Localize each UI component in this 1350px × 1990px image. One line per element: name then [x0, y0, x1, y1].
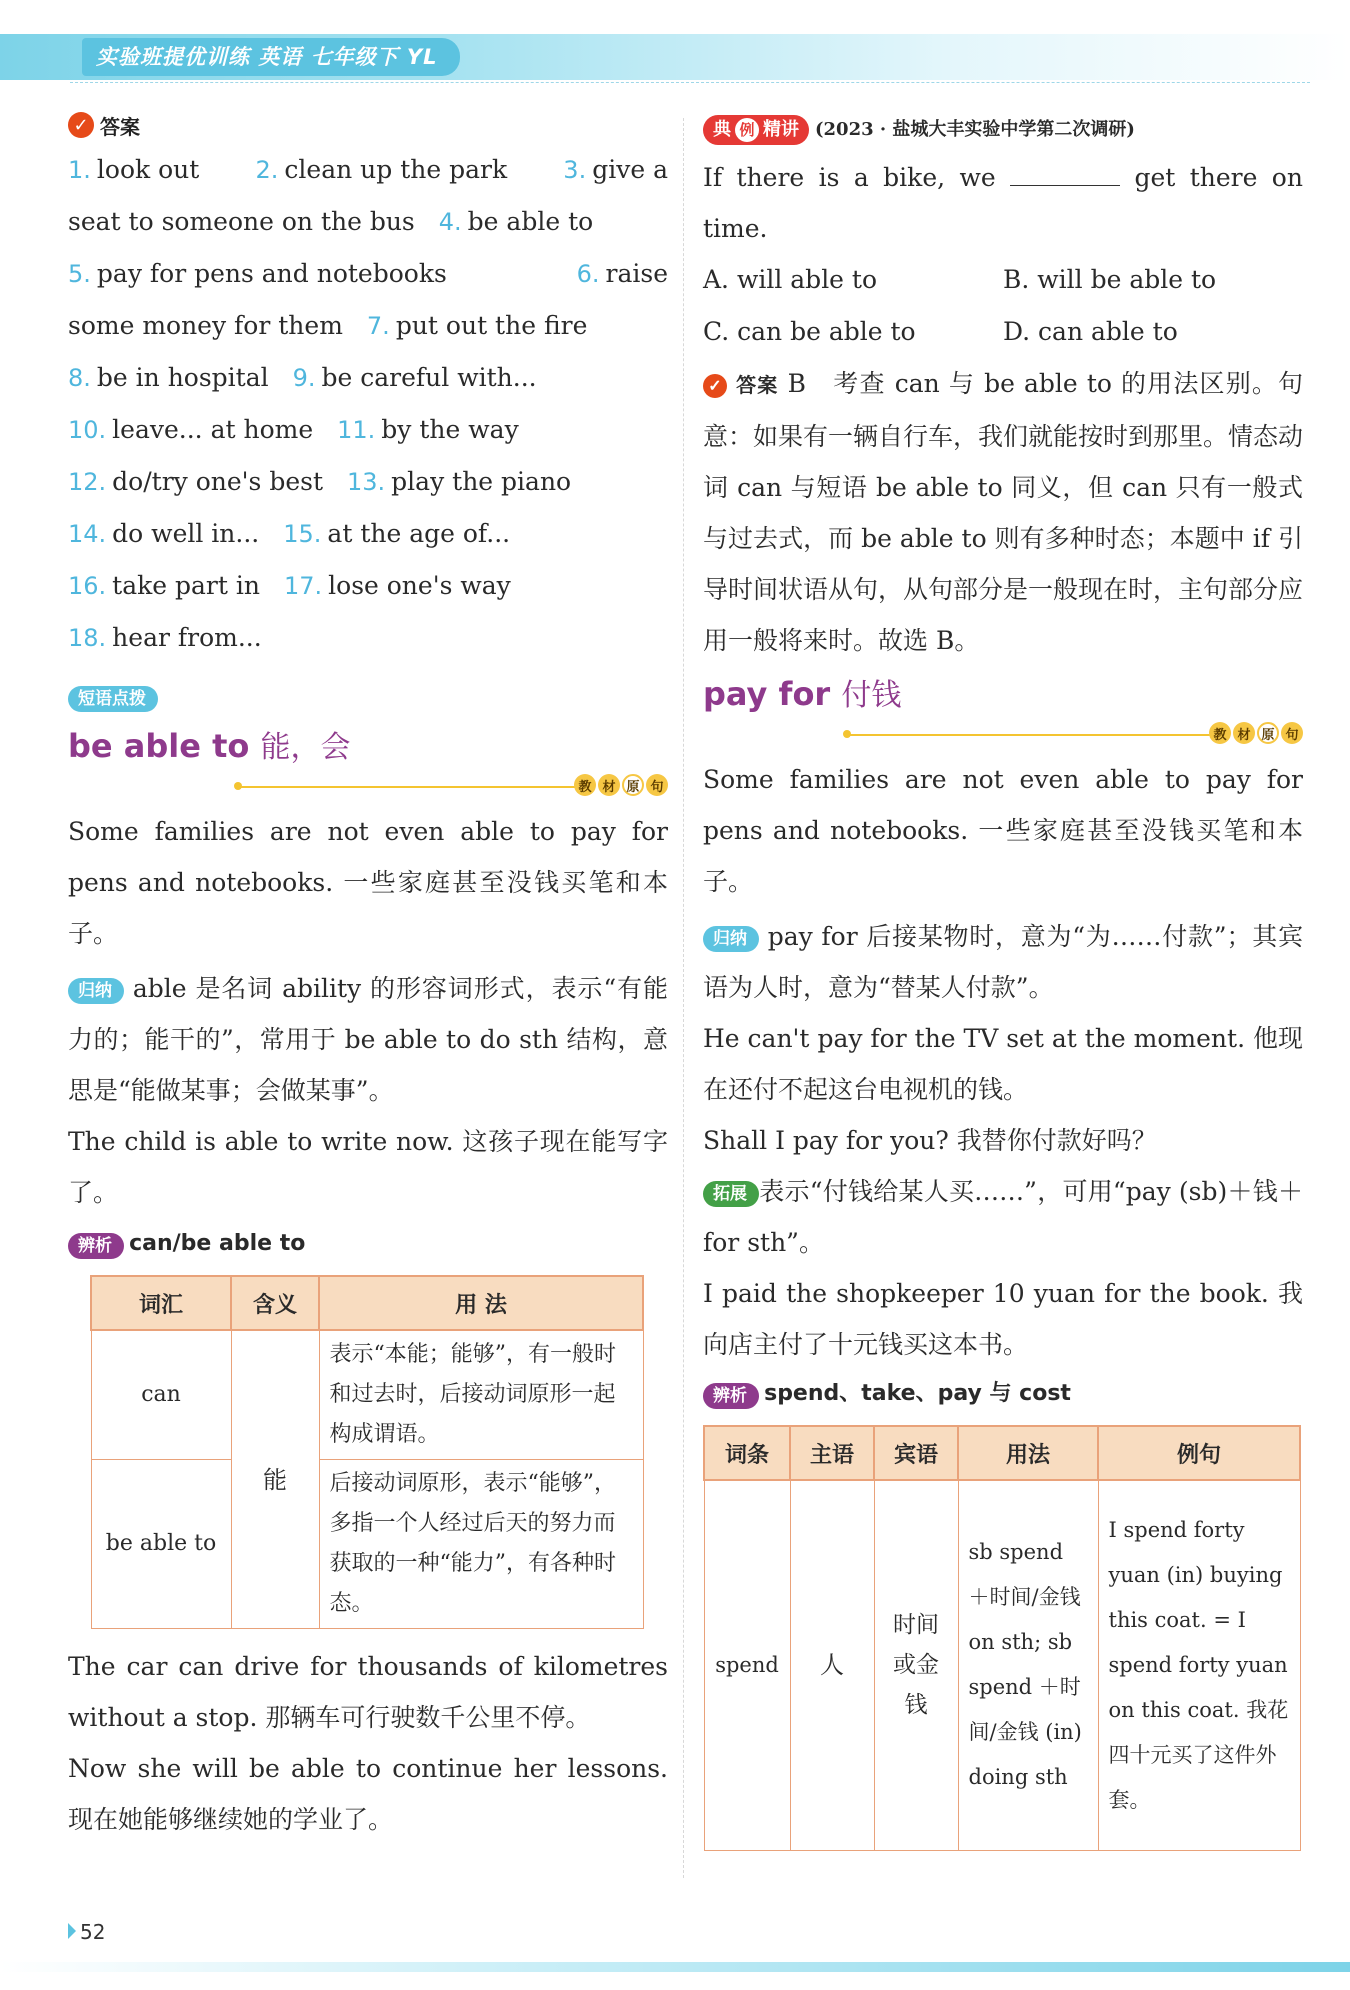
column-divider — [683, 118, 684, 1878]
table-header: 词汇 — [91, 1276, 231, 1330]
example-explained-tag: 典 例 精讲 — [703, 115, 809, 145]
table-cell-word: can — [91, 1330, 231, 1460]
example-sentence: Shall I pay for you? 我替你付款好吗？ — [703, 1126, 1157, 1155]
header-divider — [70, 82, 1310, 83]
topic-title — [703, 670, 1303, 714]
footer-band — [0, 1962, 1350, 1972]
answer-number: 18. — [68, 624, 107, 652]
phrase-tips-pill: 短语点拨 — [68, 686, 158, 712]
table-cell-word: spend — [704, 1480, 790, 1850]
table-cell-subject: 人 — [790, 1480, 874, 1850]
textbook-source-tag: 教 材 原 句 — [1209, 722, 1303, 744]
header-title: 实验班提优训练 英语 七年级下 YL — [82, 38, 460, 76]
page-number: 52 — [80, 1920, 106, 1944]
source-sentence-rule — [703, 720, 1303, 750]
answer-text: do well in... — [112, 519, 260, 548]
answer-label: 答案 — [100, 114, 140, 139]
source-sentence-rule — [68, 772, 668, 802]
answer-number: 9. — [292, 364, 316, 392]
table-header: 例句 — [1098, 1426, 1300, 1480]
answer-number: 10. — [68, 416, 107, 444]
answer-number: 12. — [68, 468, 107, 496]
option-b: B. will be able to — [1003, 265, 1217, 294]
table-cell-usage: 后接动词原形，表示“能够”，多指一个人经过后天的努力而获取的一种“能力”，有各种时态。 — [319, 1460, 643, 1629]
answer-row — [68, 404, 668, 456]
option-d: D. can able to — [1003, 317, 1178, 346]
example-question-header — [703, 110, 1303, 150]
analysis-pill: 辨析 — [68, 1233, 124, 1259]
analysis-title: spend、take、pay 与 cost — [764, 1381, 1071, 1406]
table-cell-word: be able to — [91, 1460, 231, 1629]
answer-text: at the age of... — [327, 519, 511, 548]
table-cell-meaning: 能 — [231, 1330, 319, 1629]
analysis-heading — [703, 1374, 1303, 1415]
answer-text: lose one's way — [328, 571, 511, 600]
example-sentence: Now she will be able to continue her lessons. 现在她能够继续她的学业了。 — [68, 1754, 668, 1834]
options-grid — [703, 254, 1303, 358]
answer-text: put out the fire — [395, 311, 588, 340]
answer-number: 16. — [68, 572, 107, 600]
answer-text: do/try one's best — [112, 467, 323, 496]
answer-row — [68, 352, 668, 404]
answer-text: some money for them — [68, 311, 343, 340]
answer-row — [68, 456, 668, 508]
answer-number: 4. — [438, 208, 462, 236]
analysis-heading — [68, 1224, 668, 1265]
topic-title-cn: 付钱 — [841, 678, 902, 713]
answer-number: 7. — [366, 312, 390, 340]
page-arrow-icon — [68, 1923, 76, 1939]
answer-number: 8. — [68, 364, 91, 392]
check-icon: ✓ — [703, 374, 727, 398]
answer-explanation — [703, 358, 1303, 666]
answer-row — [68, 508, 668, 560]
answer-text: seat to someone on the bus — [68, 207, 415, 236]
answer-text: pay for pens and notebooks — [96, 259, 447, 288]
answer-number: 17. — [283, 572, 323, 600]
answer-text: look out — [96, 155, 200, 184]
table-cell-example: I spend forty yuan (in) buying this coat. = I spend forty yuan on this coat. 我花四十元买了这件外套。 — [1098, 1480, 1300, 1850]
left-column — [68, 110, 668, 1845]
answer-number: 15. — [283, 520, 322, 548]
answer-text: be able to — [467, 207, 594, 236]
example-sentence: He can't pay for the TV set at the moment. 他现在还付不起这台电视机的钱。 — [703, 1024, 1303, 1104]
example-sentence: The child is able to write now. 这孩子现在能写字了。 — [68, 1127, 668, 1207]
answer-row — [68, 248, 668, 300]
summary-paragraph — [703, 911, 1303, 1013]
summary-paragraph — [68, 963, 668, 1116]
answer-row — [68, 612, 668, 664]
table-header: 用 法 — [319, 1276, 643, 1330]
answer-text: clean up the park — [284, 155, 508, 184]
answer-number: 1. — [68, 156, 91, 184]
answer-blank — [1010, 161, 1120, 186]
source-sentence: Some families are not even able to pay for pens and notebooks. 一些家庭甚至没钱买笔和本子。 — [703, 765, 1303, 896]
answer-list — [68, 144, 668, 664]
analysis-title: can/be able to — [129, 1231, 306, 1256]
analysis-pill: 辨析 — [703, 1383, 759, 1409]
answer-text: leave... at home — [112, 415, 314, 444]
extension-text: 表示“付钱给某人买……”，可用“pay (sb)＋钱＋for sth”。 — [703, 1177, 1303, 1257]
table-cell-usage: 表示“本能；能够”，有一般时和过去时，后接动词原形一起构成谓语。 — [319, 1330, 643, 1460]
question-source: (2023 · 盐城大丰实验中学第二次调研) — [815, 119, 1135, 140]
answer-row — [68, 300, 668, 352]
answer-text: hear from... — [112, 623, 262, 652]
option-a: A. will able to — [703, 265, 878, 294]
answer-number: 14. — [68, 520, 107, 548]
answer-row — [68, 196, 668, 248]
summary-pill: 归纳 — [68, 978, 124, 1004]
answer-number: 11. — [337, 416, 376, 444]
answer-number: 3. — [563, 156, 587, 184]
topic-title-en: pay for — [703, 675, 831, 713]
question-stem: If there is a bike, we get there on time. — [703, 163, 1303, 243]
example-sentence: I paid the shopkeeper 10 yuan for the book. 我向店主付了十元钱买这本书。 — [703, 1279, 1303, 1359]
answer-explanation-text: B 考查 can 与 be able to 的用法区别。句意：如果有一辆自行车，我们就能按时到那里。情态动词 can 与短语 be able to 同义，但 can 只有一般式与过去式，而 be able to 则有多种时态；本题中 if 引导时间状语从句，从句部分是一般现在时，主句部分应用一般将来时。故选 B。 — [703, 369, 1304, 655]
topic-title-cn: 能，会 — [260, 730, 351, 765]
comparison-table — [90, 1275, 644, 1629]
answer-number: 6. — [576, 260, 600, 288]
answer-text: raise — [605, 259, 668, 288]
summary-pill: 归纳 — [703, 926, 759, 952]
answer-text: give a — [592, 155, 668, 184]
summary-text: pay for 后接某物时，意为“为……付款”；其宾语为人时，意为“替某人付款”。 — [703, 922, 1303, 1002]
answer-row — [68, 560, 668, 612]
table-cell-usage: sb spend ＋时间/金钱 on sth; sb spend ＋时间/金钱 (in) doing sth — [958, 1480, 1098, 1850]
table-header: 主语 — [790, 1426, 874, 1480]
answer-text: play the piano — [391, 467, 572, 496]
extension-pill: 拓展 — [703, 1181, 759, 1207]
textbook-source-tag: 教 材 原 句 — [574, 774, 668, 796]
answer-text: be careful with... — [321, 363, 537, 392]
option-c: C. can be able to — [703, 317, 916, 346]
answer-text: be in hospital — [96, 363, 269, 392]
comparison-table — [703, 1425, 1301, 1851]
table-header: 宾语 — [874, 1426, 958, 1480]
answer-label: 答案 — [736, 373, 779, 397]
answer-text: by the way — [381, 415, 519, 444]
answer-row — [68, 144, 668, 196]
answer-number: 13. — [347, 468, 386, 496]
answer-header — [68, 110, 668, 140]
table-header: 用法 — [958, 1426, 1098, 1480]
answer-text: take part in — [112, 571, 260, 600]
table-cell-object: 时间或金钱 — [874, 1480, 958, 1850]
answer-number: 2. — [255, 156, 279, 184]
summary-text: able 是名词 ability 的形容词形式，表示“有能力的；能干的”，常用于 be able to do sth 结构，意思是“能做某事；会做某事”。 — [68, 974, 668, 1105]
table-header: 词条 — [704, 1426, 790, 1480]
right-column — [703, 110, 1303, 1851]
topic-title-en: be able to — [68, 727, 250, 765]
example-sentence: The car can drive for thousands of kilometres without a stop. 那辆车可行驶数千公里不停。 — [68, 1652, 668, 1732]
topic-title — [68, 722, 668, 766]
answer-number: 5. — [68, 260, 91, 288]
extension-paragraph — [703, 1166, 1303, 1268]
table-header: 含义 — [231, 1276, 319, 1330]
check-icon: ✓ — [68, 112, 94, 138]
source-sentence: Some families are not even able to pay for pens and notebooks. 一些家庭甚至没钱买笔和本子。 — [68, 817, 668, 948]
